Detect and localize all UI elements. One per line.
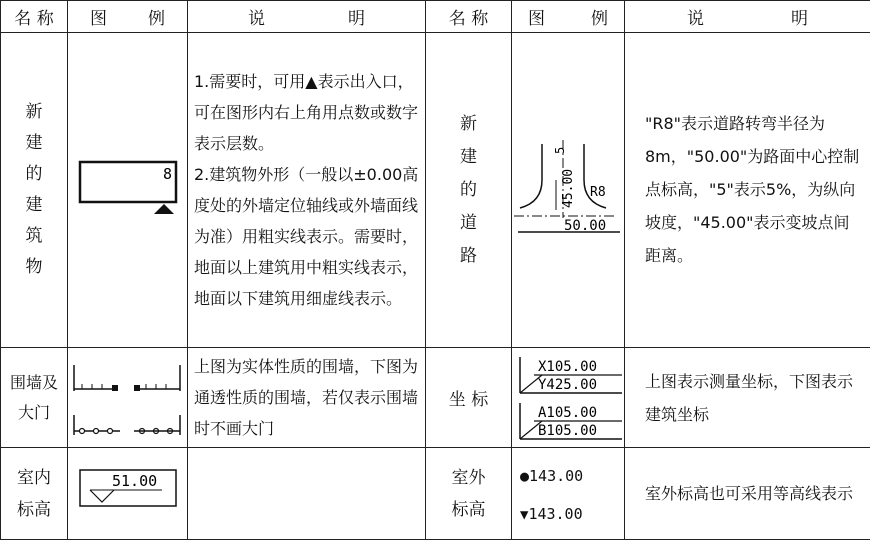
- name-coordinate: 坐 标: [426, 348, 512, 448]
- desc-wall-gate: 上图为实体性质的围墙，下图为通透性质的围墙，若仅表示围墙时不画大门: [188, 348, 426, 448]
- desc-indoor-elevation: [188, 448, 426, 540]
- name-outdoor-elevation: 室外标高: [426, 448, 512, 540]
- name-new-road: 新 建 的 道 路: [426, 33, 512, 348]
- header-desc-1: 说 明: [188, 1, 426, 33]
- header-row: [1, 1, 870, 33]
- grade-label: 5: [553, 146, 567, 154]
- figure-outdoor-elevation: ●143.00 ▼143.00: [512, 448, 625, 540]
- figure-new-building: [68, 33, 188, 348]
- coord-x: X105.00: [538, 358, 598, 375]
- coord-y: Y425.00: [538, 376, 598, 393]
- header-figure-2: 图 例: [512, 1, 625, 33]
- name-new-building: 新 建 的 建 筑 物: [1, 33, 68, 348]
- header-name-2: 名 称: [426, 1, 512, 33]
- coord-a: A105.00: [538, 404, 598, 421]
- down-triangle-icon: ▼: [520, 507, 529, 523]
- figure-coordinate: [512, 348, 625, 448]
- row-new-building: [1, 33, 870, 348]
- row-elevation: [1, 448, 870, 540]
- desc-coordinate: 上图表示测量坐标，下图表示建筑坐标: [625, 348, 870, 448]
- elevation-triangle-icon: [90, 490, 114, 502]
- dot-icon: ●: [520, 467, 530, 485]
- figure-new-road: [512, 33, 625, 348]
- elevation-label: 50.00: [564, 218, 607, 234]
- row-wall-gate: [1, 348, 870, 448]
- name-indoor-elevation: 室内标高: [1, 448, 68, 540]
- figure-wall-gate: [68, 348, 188, 448]
- header-name-1: 名 称: [1, 1, 68, 33]
- header-desc-2: 说 明: [625, 1, 870, 33]
- floor-count-label: 8: [163, 165, 173, 183]
- indoor-elevation-value: 51.00: [112, 471, 158, 490]
- figure-indoor-elevation: [68, 448, 188, 540]
- radius-label: R8: [590, 185, 606, 200]
- road-symbol: [512, 120, 624, 260]
- desc-new-building: 1.需要时，可用▲表示出入口，可在图形内右上角用点数或数字表示层数。 2.建筑物外形（一般以±0.00高度处的外墙定位轴线或外墙面线为准）用粗实线表示。需要时，地面以上建筑用中粗实线表示，地面以下建筑用细虚线表示。: [188, 33, 426, 348]
- name-wall-gate: 围墙及大门: [1, 348, 68, 448]
- desc-new-road: "R8"表示道路转弯半径为8m，"50.00"为路面中心控制点标高，"5"表示5%，为纵向坡度，"45.00"表示变坡点间距离。: [625, 33, 870, 348]
- distance-label: 45.00: [561, 168, 576, 208]
- gate-post-icon: [112, 385, 118, 391]
- entrance-triangle-icon: [154, 204, 174, 214]
- header-figure-1: 图 例: [68, 1, 188, 33]
- desc-outdoor-elevation: 室外标高也可采用等高线表示: [625, 448, 870, 540]
- coord-b: B105.00: [538, 422, 598, 439]
